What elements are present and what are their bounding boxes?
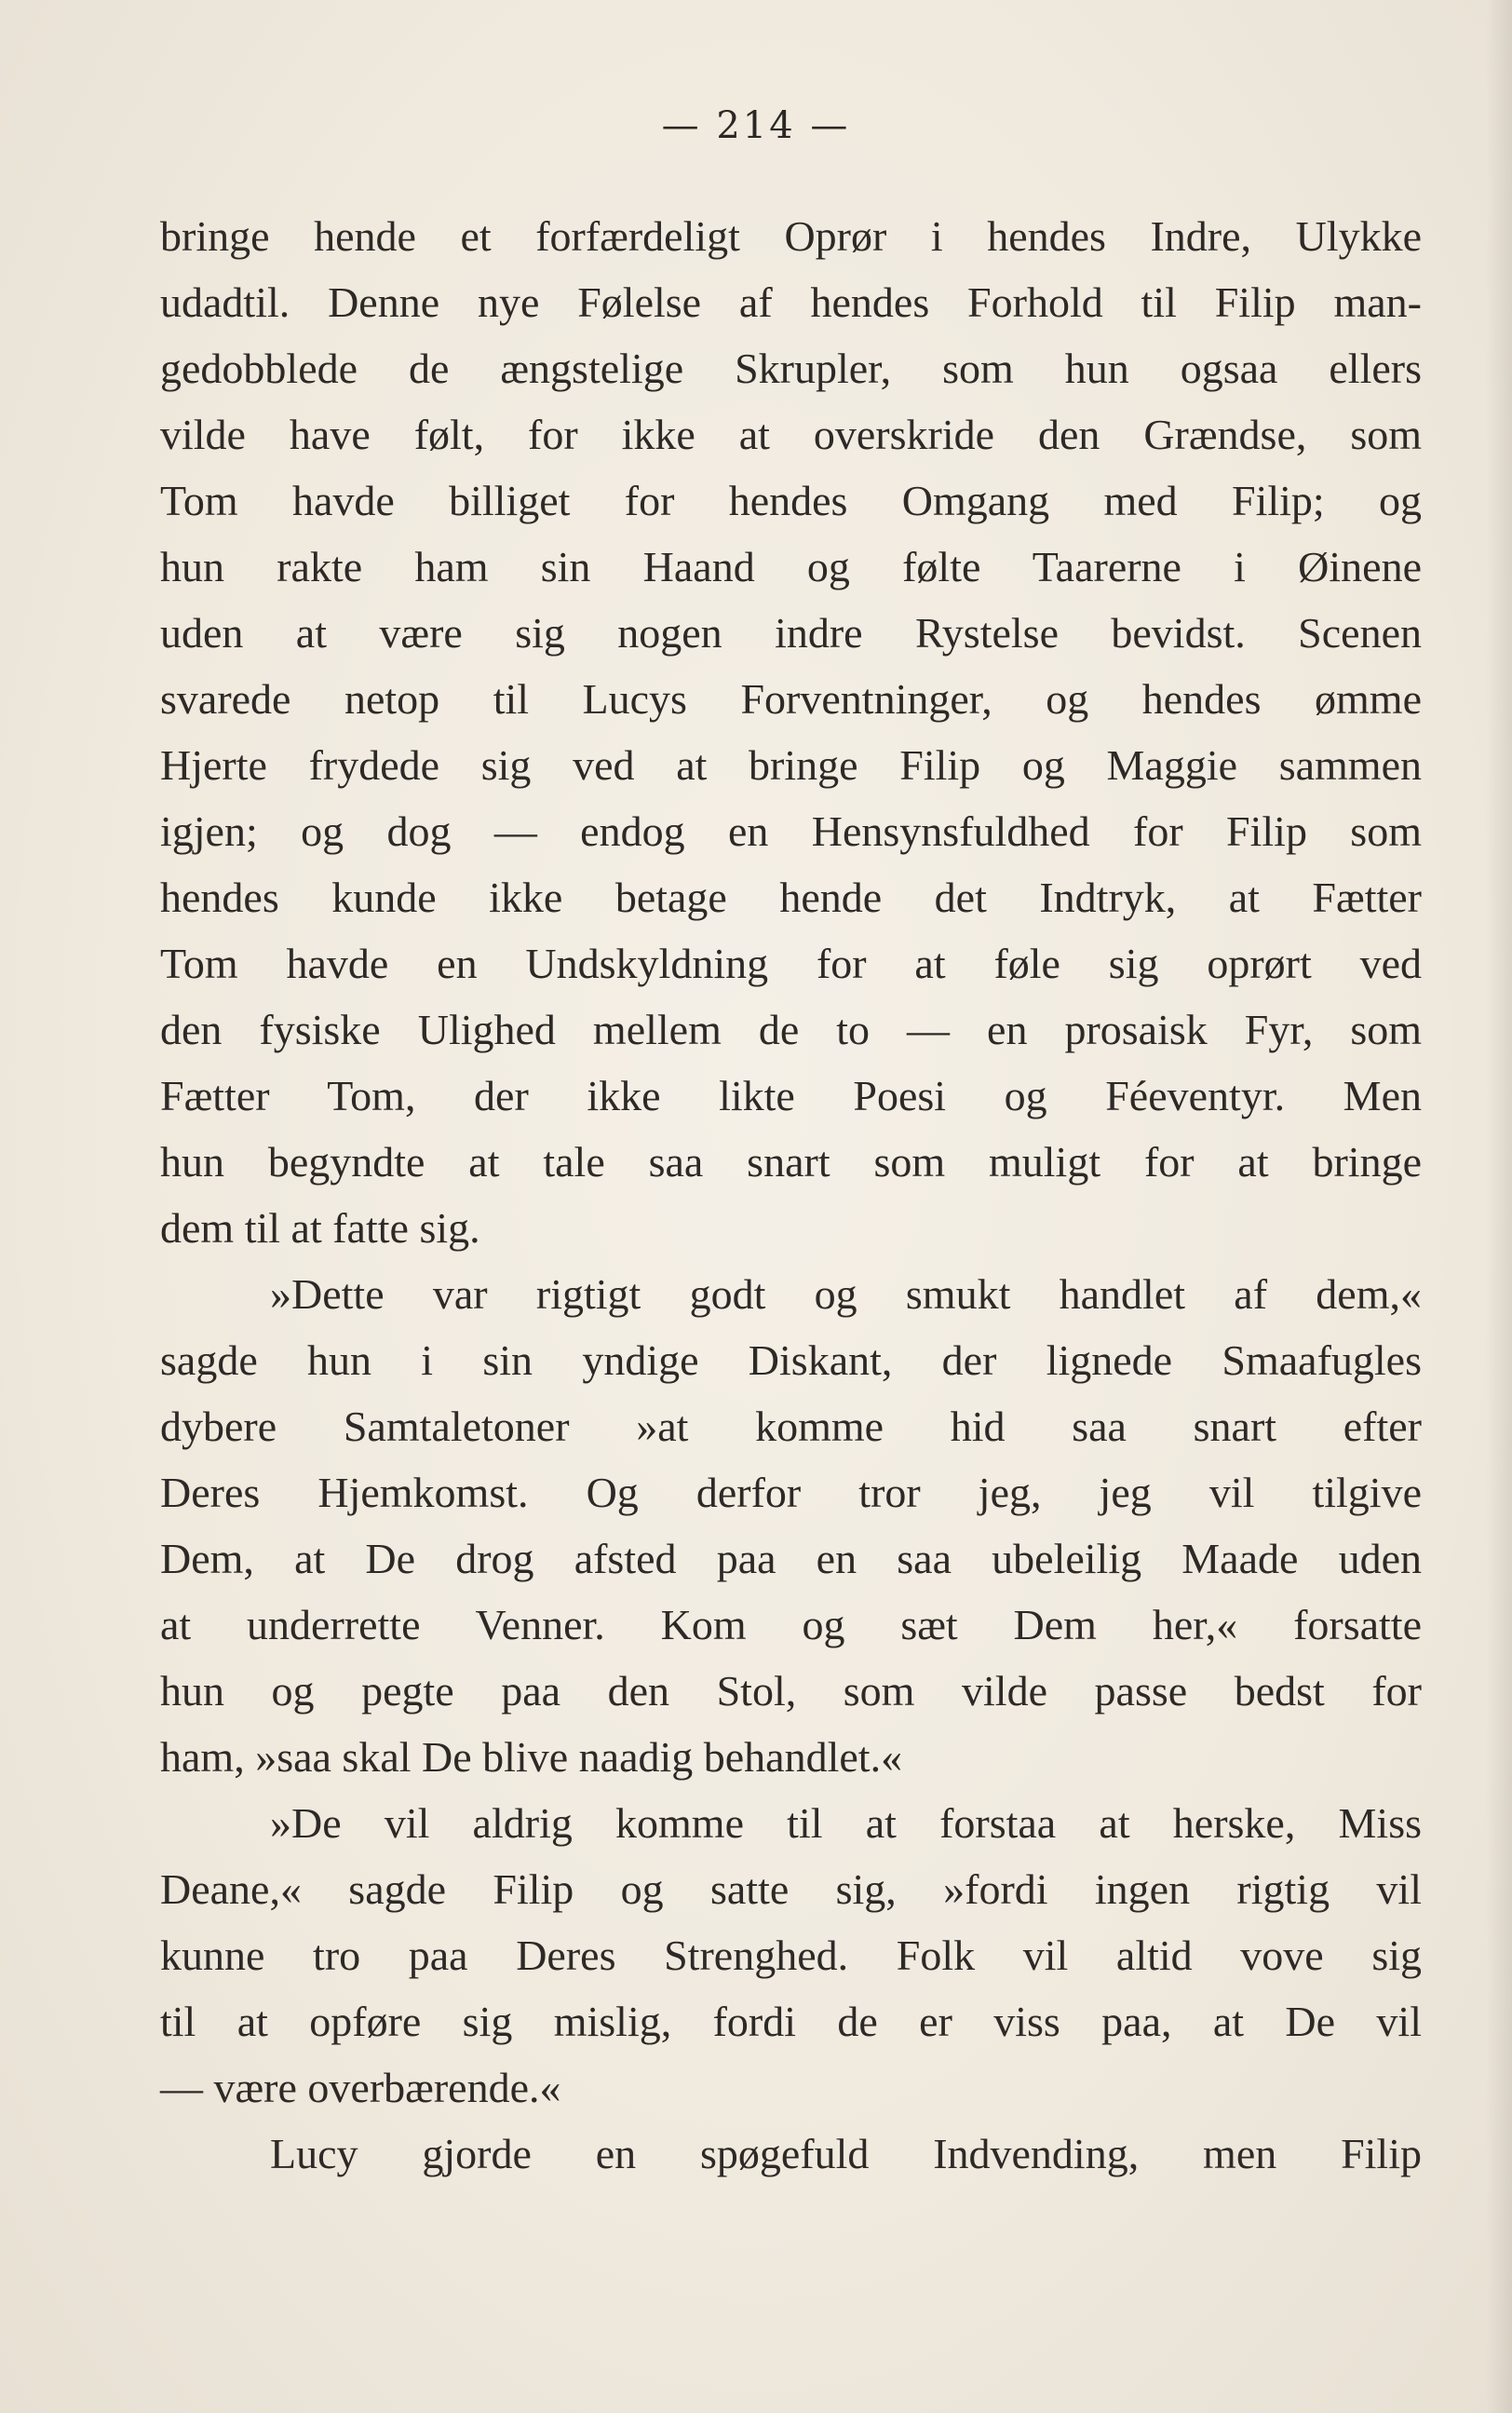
text-line: hun begyndte at tale saa snart som muligt for at bringe: [160, 1138, 1422, 1186]
text-line: Lucy gjorde en spøgefuld Indvending, men Filip: [270, 2130, 1422, 2177]
text-line: Dem, at De drog afsted paa en saa ubeleilig Maade uden: [160, 1535, 1422, 1582]
text-line: igjen; og dog — endog en Hensynsfuldhed for Filip som: [160, 807, 1422, 855]
text-line: gedobblede de ængstelige Skrupler, som hun ogsaa ellers: [160, 345, 1422, 392]
text-line: til at opføre sig mislig, fordi de er viss paa, at De vil: [160, 1998, 1422, 2045]
text-line: bringe hende et forfærdeligt Oprør i hendes Indre, Ulykke: [160, 212, 1422, 260]
text-line: »Dette var rigtigt godt og smukt handlet af dem,«: [270, 1270, 1422, 1318]
text-line: Deane,« sagde Filip og satte sig, »fordi ingen rigtig vil: [160, 1865, 1422, 1913]
text-line: hun rakte ham sin Haand og følte Taarerne i Øinene: [160, 543, 1422, 590]
text-line: Hjerte frydede sig ved at bringe Filip og Maggie sammen: [160, 741, 1422, 789]
body-text: [160, 203, 1422, 2187]
text-line: — være overbærende.«: [160, 2064, 561, 2111]
text-line: sagde hun i sin yndige Diskant, der lignede Smaafugles: [160, 1336, 1422, 1384]
text-line: Fætter Tom, der ikke likte Poesi og Féeventyr. Men: [160, 1072, 1422, 1119]
text-line: svarede netop til Lucys Forventninger, og hendes ømme: [160, 675, 1422, 723]
text-line: udadtil. Denne nye Følelse af hendes Forhold til Filip man-: [160, 278, 1422, 326]
text-line: Tom havde billiget for hendes Omgang med Filip; og: [160, 477, 1422, 524]
text-line: kunne tro paa Deres Strenghed. Folk vil altid vove sig: [160, 1932, 1422, 1979]
page-edge-shadow: [1486, 0, 1512, 2413]
text-line: uden at være sig nogen indre Rystelse bevidst. Scenen: [160, 609, 1422, 657]
text-line: Tom havde en Undskyldning for at føle sig oprørt ved: [160, 940, 1422, 987]
text-line: at underrette Venner. Kom og sæt Dem her,« forsatte: [160, 1601, 1422, 1648]
text-line: vilde have følt, for ikke at overskride den Grændse, som: [160, 411, 1422, 458]
text-line: den fysiske Ulighed mellem de to — en prosaisk Fyr, som: [160, 1006, 1422, 1053]
page-number: — 214 —: [661, 104, 851, 147]
text-line: hendes kunde ikke betage hende det Indtryk, at Fætter: [160, 874, 1422, 921]
text-line: hun og pegte paa den Stol, som vilde passe bedst for: [160, 1667, 1422, 1715]
text-line: »De vil aldrig komme til at forstaa at herske, Miss: [270, 1799, 1422, 1847]
text-line: ham, »saa skal De blive naadig behandlet.«: [160, 1733, 903, 1781]
text-line: dem til at fatte sig.: [160, 1204, 480, 1252]
text-line: Deres Hjemkomst. Og derfor tror jeg, jeg vil tilgive: [160, 1469, 1422, 1516]
text-line: dybere Samtaletoner »at komme hid saa snart efter: [160, 1403, 1422, 1450]
